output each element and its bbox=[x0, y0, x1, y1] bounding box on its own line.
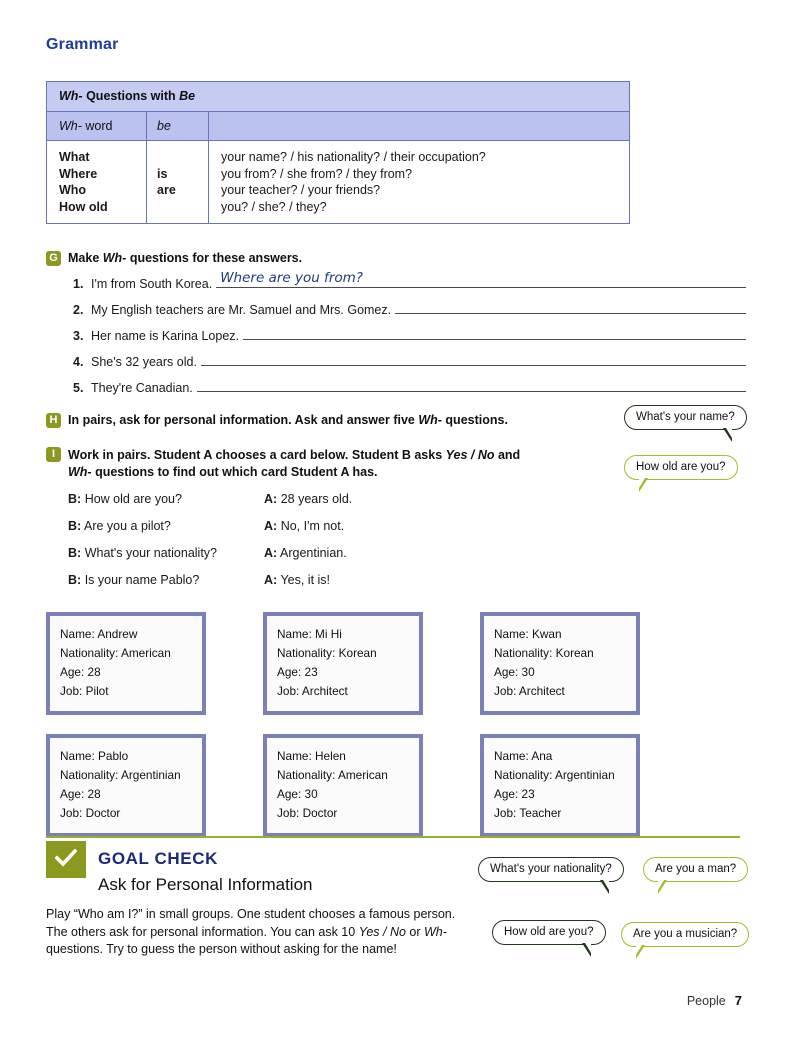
dialog-answer-text: No, I'm not. bbox=[280, 519, 345, 533]
goal-check-body bbox=[46, 906, 466, 959]
exercise-h bbox=[46, 413, 606, 428]
goal-body-em-2: Wh- bbox=[424, 924, 447, 939]
goal-check-divider bbox=[46, 836, 740, 838]
speech-bubble-how-old-are-you-top bbox=[624, 455, 738, 480]
card-job: Job: Doctor bbox=[277, 806, 338, 820]
speech-bubble-whats-your-name bbox=[624, 405, 747, 430]
exercise-i-dialog bbox=[46, 492, 606, 587]
grammar-wh-word: What bbox=[59, 150, 90, 164]
dialog-answer bbox=[264, 492, 606, 506]
dialog-answer bbox=[264, 546, 606, 560]
card-nationality: Nationality: American bbox=[277, 768, 388, 782]
exercise-h-instruction bbox=[68, 413, 508, 427]
footer-page-number: 7 bbox=[734, 993, 742, 1008]
dialog-question bbox=[68, 546, 264, 560]
grammar-completions bbox=[209, 141, 629, 223]
exercise-h-instruction-pre: In pairs, ask for personal information. Ask and answer five bbox=[68, 413, 419, 427]
goal-check-subtitle: Ask for Personal Information bbox=[98, 875, 313, 894]
identity-card[interactable] bbox=[480, 612, 640, 715]
card-nationality: Nationality: Korean bbox=[494, 646, 594, 660]
grammar-completion: you from? / she from? / they from? bbox=[221, 166, 413, 181]
item-answer-text: I'm from South Korea. bbox=[91, 277, 213, 291]
card-nationality: Nationality: American bbox=[60, 646, 171, 660]
list-item bbox=[73, 270, 746, 291]
card-name: Name: Kwan bbox=[494, 627, 562, 641]
speech-bubble-are-you-a-musician bbox=[621, 922, 749, 947]
item-answer-text: My English teachers are Mr. Samuel and Mrs. Gomez. bbox=[91, 303, 392, 317]
card-age: Age: 30 bbox=[494, 665, 535, 679]
item-answer-text: They're Canadian. bbox=[91, 381, 193, 395]
card-nationality: Nationality: Argentinian bbox=[60, 768, 181, 782]
dialog-speaker-a: A: bbox=[264, 546, 278, 560]
goal-body-em-1: Yes / No bbox=[358, 924, 406, 939]
speech-bubble-tail bbox=[658, 880, 667, 894]
identity-card[interactable] bbox=[263, 734, 423, 837]
grammar-table-title bbox=[47, 82, 629, 112]
dialog-question bbox=[68, 573, 264, 587]
goal-body-part-1: Play “Who am I?” in small groups. One student chooses a famous person. The others ask for personal information. You can ask 10 bbox=[46, 907, 456, 939]
card-job: Job: Architect bbox=[277, 684, 348, 698]
list-item bbox=[73, 379, 746, 395]
exercise-h-badge: H bbox=[46, 413, 61, 428]
grammar-wh-word: How old bbox=[59, 199, 108, 214]
exercise-g-instruction-pre: Make bbox=[68, 251, 103, 265]
exercise-i-instruction-em2: Wh- bbox=[68, 465, 92, 479]
dialog-speaker-b: B: bbox=[68, 492, 82, 506]
grammar-be-form: are bbox=[157, 183, 176, 197]
exercise-i-instruction-post2: questions to find out which card Student A has. bbox=[91, 465, 378, 479]
page-title: Grammar bbox=[46, 36, 119, 53]
card-name: Name: Helen bbox=[277, 749, 346, 763]
item-number: 2. bbox=[73, 303, 84, 317]
grammar-table-title-wh: Wh- bbox=[59, 89, 83, 103]
dialog-speaker-a: A: bbox=[264, 492, 278, 506]
card-nationality: Nationality: Korean bbox=[277, 646, 377, 660]
exercise-g-badge: G bbox=[46, 251, 61, 266]
exercise-h-instruction-em: Wh- bbox=[418, 413, 442, 427]
item-number: 3. bbox=[73, 329, 84, 343]
grammar-col1-header bbox=[47, 112, 147, 140]
speech-bubble-text: Are you a musician? bbox=[633, 928, 738, 940]
grammar-table-title-mid: Questions with bbox=[82, 89, 180, 103]
item-answer-text: She's 32 years old. bbox=[91, 355, 197, 369]
dialog-row bbox=[68, 573, 606, 587]
checkmark-icon bbox=[46, 841, 86, 878]
exercise-h-instruction-post: questions. bbox=[441, 413, 508, 427]
card-age: Age: 23 bbox=[277, 665, 318, 679]
dialog-row bbox=[68, 519, 606, 533]
exercise-i-instruction-pre: Work in pairs. Student A chooses a card below. Student B asks bbox=[68, 448, 446, 462]
dialog-answer bbox=[264, 573, 606, 587]
card-age: Age: 28 bbox=[60, 787, 101, 801]
grammar-col2-header: be bbox=[147, 112, 209, 140]
goal-body-part-2: or bbox=[405, 924, 424, 939]
grammar-completion: your teacher? / your friends? bbox=[221, 183, 381, 197]
exercise-i-instruction bbox=[68, 447, 520, 481]
card-name: Name: Andrew bbox=[60, 627, 138, 641]
dialog-row bbox=[68, 546, 606, 560]
item-write-line[interactable] bbox=[243, 327, 746, 340]
grammar-completion: you? / she? / they? bbox=[221, 199, 327, 214]
speech-bubble-are-you-a-man bbox=[643, 857, 748, 882]
item-handwritten-answer: Where are you from? bbox=[220, 270, 363, 286]
dialog-speaker-a: A: bbox=[264, 519, 278, 533]
identity-card[interactable] bbox=[263, 612, 423, 715]
grammar-completion: your name? / his nationality? / their occupation? bbox=[221, 150, 486, 164]
speech-bubble-how-old-are-you-bottom bbox=[492, 920, 606, 945]
dialog-question bbox=[68, 492, 264, 506]
grammar-col1-header-em: Wh- bbox=[59, 119, 82, 133]
exercise-g-instruction-em: Wh- bbox=[102, 251, 127, 265]
dialog-speaker-b: B: bbox=[68, 573, 82, 587]
identity-card[interactable] bbox=[480, 734, 640, 837]
exercise-i-badge: I bbox=[46, 447, 61, 462]
exercise-g bbox=[46, 251, 746, 405]
identity-card[interactable] bbox=[46, 734, 206, 837]
card-name: Name: Ana bbox=[494, 749, 553, 763]
speech-bubble-text: How old are you? bbox=[636, 461, 726, 473]
card-name: Name: Pablo bbox=[60, 749, 129, 763]
dialog-question-text: Are you a pilot? bbox=[84, 519, 171, 533]
item-number: 5. bbox=[73, 381, 84, 395]
speech-bubble-text: Are you a man? bbox=[655, 863, 737, 875]
exercise-i-instruction-post1: and bbox=[494, 448, 521, 462]
card-age: Age: 28 bbox=[60, 665, 101, 679]
speech-bubble-tail bbox=[636, 945, 645, 959]
grammar-be-form: is bbox=[157, 166, 168, 181]
exercise-i bbox=[46, 447, 606, 600]
speech-bubble-tail bbox=[639, 478, 648, 492]
grammar-be-forms bbox=[147, 141, 209, 223]
speech-bubble-tail bbox=[600, 880, 609, 894]
dialog-row bbox=[68, 492, 606, 506]
speech-bubble-tail bbox=[582, 943, 591, 957]
goal-body-part-3: questions. Try to guess the person without asking for the name! bbox=[46, 942, 397, 956]
goal-check-title: GOAL CHECK bbox=[98, 849, 218, 868]
card-name: Name: Mi Hi bbox=[277, 627, 342, 641]
list-item bbox=[73, 327, 746, 343]
card-row bbox=[46, 612, 746, 715]
grammar-wh-word: Where bbox=[59, 166, 98, 181]
dialog-speaker-a: A: bbox=[264, 573, 278, 587]
card-row bbox=[46, 734, 746, 837]
grammar-table-subheader-row bbox=[47, 112, 629, 141]
item-number: 4. bbox=[73, 355, 84, 369]
card-job: Job: Architect bbox=[494, 684, 565, 698]
item-write-line[interactable] bbox=[216, 270, 746, 288]
grammar-table-title-be: Be bbox=[179, 89, 196, 103]
list-item bbox=[73, 301, 746, 317]
dialog-answer-text: Yes, it is! bbox=[280, 573, 331, 587]
dialog-answer bbox=[264, 519, 606, 533]
speech-bubble-text: How old are you? bbox=[504, 926, 594, 938]
dialog-question-text: How old are you? bbox=[84, 492, 182, 506]
item-number: 1. bbox=[73, 277, 84, 291]
dialog-question-text: What's your nationality? bbox=[84, 546, 217, 560]
speech-bubble-tail bbox=[723, 428, 732, 442]
item-write-line[interactable] bbox=[201, 353, 746, 366]
item-answer-text: Her name is Karina Lopez. bbox=[91, 329, 239, 343]
item-write-line[interactable] bbox=[395, 301, 746, 314]
grammar-table-body-row bbox=[47, 141, 629, 223]
card-age: Age: 30 bbox=[277, 787, 318, 801]
exercise-g-question-list bbox=[46, 270, 746, 395]
footer-unit-label: People bbox=[686, 994, 726, 1008]
identity-card-grid bbox=[46, 612, 746, 856]
grammar-wh-word: Who bbox=[59, 183, 87, 197]
speech-bubble-text: What's your nationality? bbox=[490, 863, 612, 875]
dialog-question bbox=[68, 519, 264, 533]
identity-card[interactable] bbox=[46, 612, 206, 715]
dialog-speaker-b: B: bbox=[68, 519, 82, 533]
grammar-col1-header-text: word bbox=[81, 119, 113, 133]
speech-bubble-text: What's your name? bbox=[636, 411, 735, 423]
exercise-g-instruction-post: questions for these answers. bbox=[126, 251, 303, 265]
grammar-wh-words bbox=[47, 141, 147, 223]
grammar-table bbox=[46, 81, 630, 224]
dialog-answer-text: 28 years old. bbox=[280, 492, 353, 506]
card-nationality: Nationality: Argentinian bbox=[494, 768, 615, 782]
card-job: Job: Doctor bbox=[60, 806, 121, 820]
dialog-question-text: Is your name Pablo? bbox=[84, 573, 200, 587]
grammar-col3-header bbox=[209, 112, 629, 140]
card-job: Job: Pilot bbox=[60, 684, 109, 698]
card-job: Job: Teacher bbox=[494, 806, 562, 820]
dialog-answer-text: Argentinian. bbox=[280, 546, 347, 560]
page-footer bbox=[687, 993, 742, 1008]
speech-bubble-whats-your-nationality bbox=[478, 857, 624, 882]
item-write-line[interactable] bbox=[197, 379, 746, 392]
exercise-g-instruction bbox=[68, 251, 302, 265]
card-age: Age: 23 bbox=[494, 787, 535, 801]
dialog-speaker-b: B: bbox=[68, 546, 82, 560]
exercise-i-instruction-em1: Yes / No bbox=[445, 448, 495, 462]
list-item bbox=[73, 353, 746, 369]
